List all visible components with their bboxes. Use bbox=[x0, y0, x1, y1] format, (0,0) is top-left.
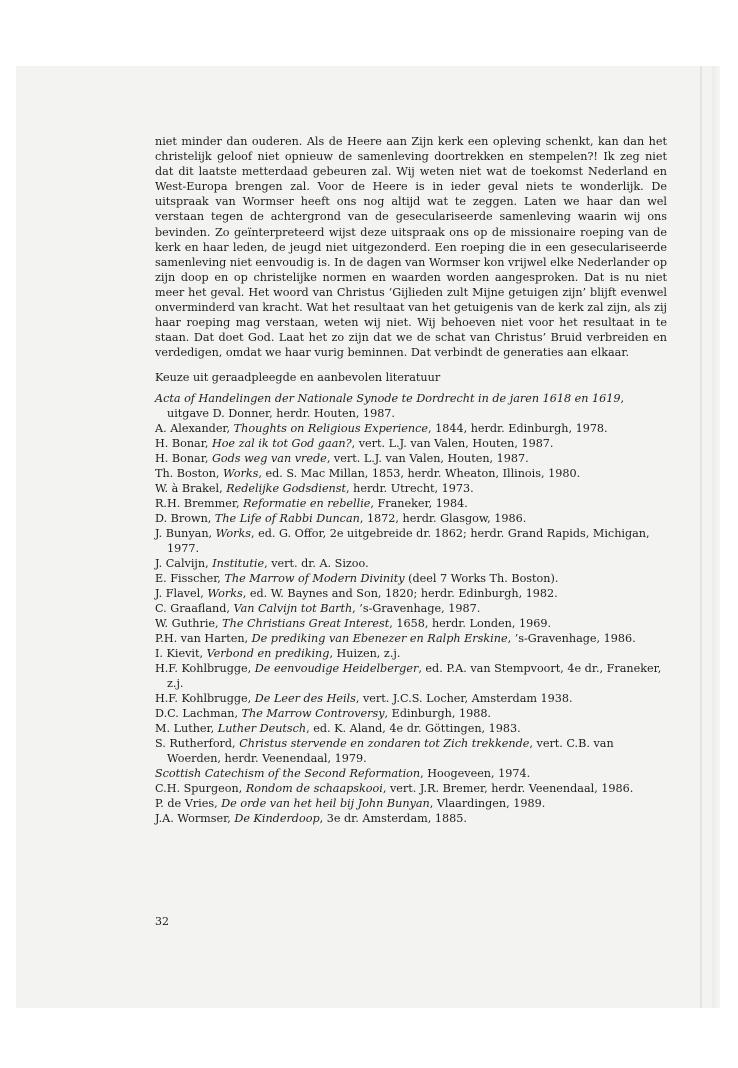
reference-title: Works bbox=[215, 527, 252, 541]
reference-title: Van Calvijn tot Barth bbox=[233, 602, 353, 616]
reference-title: Works bbox=[207, 587, 243, 601]
reference-details: , Hoogeveen, 1974. bbox=[420, 767, 531, 781]
reference-details: , ed. W. Baynes and Son, 1820; herdr. Edinburgh, 1982. bbox=[242, 587, 558, 601]
reference-title: The Life of Rabbi Duncan bbox=[214, 512, 360, 526]
reference-author: J. Flavel, bbox=[155, 587, 208, 601]
reference-author: W. à Brakel, bbox=[155, 482, 227, 496]
reference-item bbox=[155, 571, 667, 586]
reference-details: , vert. J.R. Bremer, herdr. Veenendaal, 1986. bbox=[382, 782, 634, 796]
reference-author: S. Rutherford, bbox=[155, 737, 240, 751]
reference-details: , vert. L.J. van Valen, Houten, 1987. bbox=[326, 452, 529, 466]
reference-details: , 1658, herdr. Londen, 1969. bbox=[389, 617, 552, 631]
reference-details: , vert. C.B. van Woerden, herdr. Veenendaal, 1979. bbox=[167, 737, 614, 766]
reference-title: Reformatie en rebellie bbox=[243, 497, 371, 511]
reference-title: Christus stervende en zondaren tot Zich trekkende bbox=[239, 737, 530, 751]
reference-author: D. Brown, bbox=[155, 512, 215, 526]
reference-item bbox=[155, 586, 667, 601]
reference-author: R.H. Bremmer, bbox=[155, 497, 244, 511]
reference-item bbox=[155, 796, 667, 811]
reference-author: J. Calvijn, bbox=[155, 557, 213, 571]
reference-title: Institutie bbox=[212, 557, 265, 571]
reference-details: , ed. S. Mac Millan, 1853, herdr. Wheaton, Illinois, 1980. bbox=[258, 467, 581, 481]
reference-item bbox=[155, 496, 667, 511]
reference-item bbox=[155, 601, 667, 616]
references-list bbox=[155, 391, 667, 826]
reference-item bbox=[155, 781, 667, 796]
page-number: 32 bbox=[155, 915, 169, 928]
reference-title: Redelijke Godsdienst bbox=[226, 482, 347, 496]
reference-title: Rondom de schaapskooi bbox=[245, 782, 383, 796]
reference-details: , Vlaardingen, 1989. bbox=[429, 797, 546, 811]
reference-title: De prediking van Ebenezer en Ralph Erskine bbox=[251, 632, 508, 646]
reference-title: The Christians Great Interest bbox=[222, 617, 390, 631]
reference-title: Works bbox=[223, 467, 259, 481]
reference-title: Acta of Handelingen der Nationale Synode te Dordrecht in de jaren 1618 en 1619 bbox=[155, 392, 621, 406]
reference-item bbox=[155, 466, 667, 481]
reference-item bbox=[155, 631, 667, 646]
reference-item bbox=[155, 511, 667, 526]
reference-author: P. de Vries, bbox=[155, 797, 222, 811]
reference-author: J. Bunyan, bbox=[155, 527, 216, 541]
reference-title: Verbond en prediking bbox=[206, 647, 330, 661]
reference-details: , herdr. Utrecht, 1973. bbox=[346, 482, 474, 496]
reference-title: Thoughts on Religious Experience bbox=[233, 422, 429, 436]
reference-item bbox=[155, 481, 667, 496]
reference-item bbox=[155, 736, 667, 766]
reference-author: E. Fisscher, bbox=[155, 572, 225, 586]
page-edge-shadow bbox=[712, 66, 720, 1008]
page-content bbox=[155, 134, 667, 826]
reference-item bbox=[155, 766, 667, 781]
reference-item bbox=[155, 721, 667, 736]
reference-author: H.F. Kohlbrugge, bbox=[155, 662, 255, 676]
reference-item bbox=[155, 556, 667, 571]
reference-item bbox=[155, 436, 667, 451]
reference-details: , vert. dr. A. Sizoo. bbox=[264, 557, 369, 571]
reference-author: P.H. van Harten, bbox=[155, 632, 252, 646]
reference-details: (deel 7 Works Th. Boston). bbox=[404, 572, 559, 586]
reference-item bbox=[155, 706, 667, 721]
reference-item bbox=[155, 451, 667, 466]
reference-title: Gods weg van vrede bbox=[211, 452, 327, 466]
references-heading: Keuze uit geraadpleegde en aanbevolen literatuur bbox=[155, 371, 441, 385]
reference-title: De Leer des Heils bbox=[254, 692, 356, 706]
reference-item bbox=[155, 811, 667, 826]
reference-author: W. Guthrie, bbox=[155, 617, 223, 631]
reference-author: D.C. Lachman, bbox=[155, 707, 242, 721]
reference-author: H. Bonar, bbox=[155, 452, 212, 466]
reference-title: De orde van het heil bij John Bunyan bbox=[221, 797, 430, 811]
reference-title: Hoe zal ik tot God gaan? bbox=[211, 437, 352, 451]
reference-item bbox=[155, 421, 667, 436]
reference-item bbox=[155, 646, 667, 661]
reference-author: C.H. Spurgeon, bbox=[155, 782, 246, 796]
reference-details: , Edinburgh, 1988. bbox=[384, 707, 491, 721]
reference-details: , 3e dr. Amsterdam, 1885. bbox=[319, 812, 467, 826]
reference-details: , Franeker, 1984. bbox=[370, 497, 468, 511]
reference-author: I. Kievit, bbox=[155, 647, 207, 661]
reference-author: Th. Boston, bbox=[155, 467, 224, 481]
reference-item bbox=[155, 391, 667, 421]
reference-details: , 1844, herdr. Edinburgh, 1978. bbox=[428, 422, 608, 436]
reference-author: H. Bonar, bbox=[155, 437, 212, 451]
reference-details: , Huizen, z.j. bbox=[329, 647, 401, 661]
body-paragraph: niet minder dan ouderen. Als de Heere aan Zijn kerk een opleving schenkt, kan dan het christelijk geloof niet opnieuw de samenleving doortrekken en stempelen?! Ik zeg niet dat dit laatste metterdaad gebeuren zal. Wij weten niet wat de toekomst Nederland en West-Europa brengen zal. Voor de Heere is in ieder geval niets te wonderlijk. De uitspraak van Wormser heeft ons nog altijd wat te zeggen. Laten we haar dan wel verstaan tegen de achtergrond van de geseculariseerde samenleving waarin wij ons bevinden. Zo geïnterpreteerd wijst deze uitspraak ons op de missionaire roeping van de kerk en haar leden, de jeugd niet uitgezonderd. Een roeping die in een geseculariseerde samenleving niet eenvoudig is. In de dagen van Wormser kon vrijwel elke Nederlander op zijn doop en op christelijke normen en waarden worden aangesproken. Dat is nu niet meer het geval. Het woord van Christus ‘Gijlieden zult Mijne getuigen zijn’ blijft evenwel onverminderd van kracht. Wat het resultaat van het getuigenis van de kerk zal zijn, als zij haar roeping mag verstaan, weten wij niet. Wij behoeven niet voor het resultaat in te staan. Dat doet God. Laat het zo zijn dat we de schat van Christus’ Bruid verbreiden en verdedigen, omdat we haar vurig beminnen. Dat verbindt de generaties aan elkaar. bbox=[155, 135, 667, 360]
reference-title: De eenvoudige Heidelberger bbox=[254, 662, 419, 676]
reference-details: , ed. P.A. van Stempvoort, 4e dr., Franeker, z.j. bbox=[167, 662, 662, 691]
reference-details: , vert. L.J. van Valen, Houten, 1987. bbox=[351, 437, 554, 451]
reference-details: , uitgave D. Donner, herdr. Houten, 1987. bbox=[167, 392, 625, 421]
reference-title: The Marrow Controversy bbox=[241, 707, 385, 721]
reference-title: Luther Deutsch bbox=[217, 722, 307, 736]
reference-item bbox=[155, 661, 667, 691]
reference-details: , ed. K. Aland, 4e dr. Göttingen, 1983. bbox=[306, 722, 521, 736]
page-edge-line bbox=[700, 66, 702, 1008]
reference-item bbox=[155, 616, 667, 631]
reference-title: De Kinderdoop bbox=[234, 812, 320, 826]
reference-author: M. Luther, bbox=[155, 722, 218, 736]
reference-item bbox=[155, 691, 667, 706]
reference-details: , vert. J.C.S. Locher, Amsterdam 1938. bbox=[355, 692, 573, 706]
reference-author: A. Alexander, bbox=[155, 422, 234, 436]
reference-details: , ’s-Gravenhage, 1987. bbox=[352, 602, 481, 616]
reference-details: , ’s-Gravenhage, 1986. bbox=[507, 632, 636, 646]
reference-item bbox=[155, 526, 667, 556]
reference-author: C. Graafland, bbox=[155, 602, 234, 616]
reference-author: H.F. Kohlbrugge, bbox=[155, 692, 255, 706]
reference-title: Scottish Catechism of the Second Reformation bbox=[155, 767, 421, 781]
reference-details: , ed. G. Offor, 2e uitgebreide dr. 1862; herdr. Grand Rapids, Michigan, 1977. bbox=[167, 527, 650, 556]
reference-title: The Marrow of Modern Divinity bbox=[224, 572, 405, 586]
reference-author: J.A. Wormser, bbox=[155, 812, 235, 826]
reference-details: , 1872, herdr. Glasgow, 1986. bbox=[359, 512, 527, 526]
